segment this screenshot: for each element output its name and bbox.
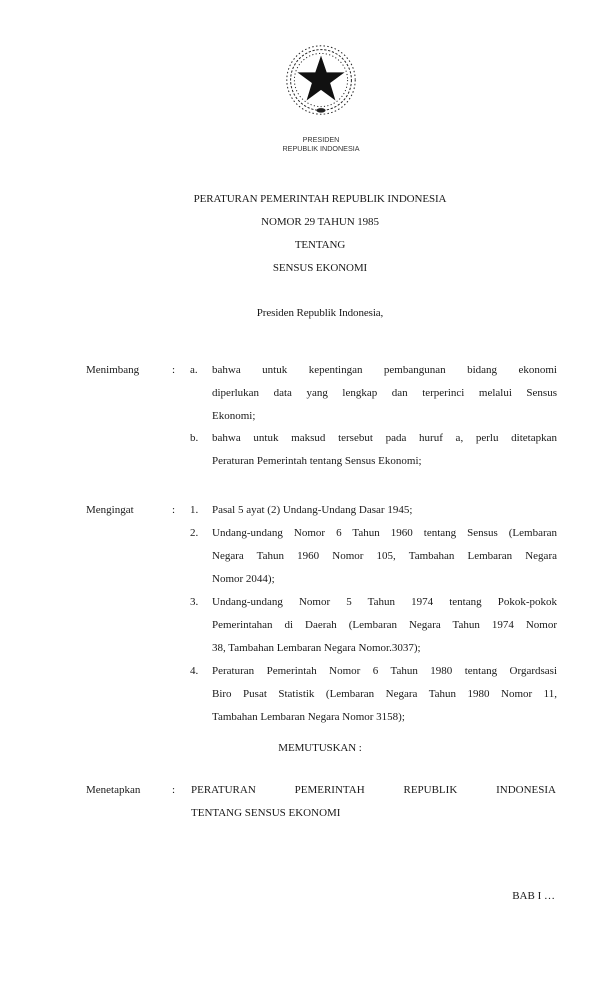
mengingat-item-4 xyxy=(212,660,557,729)
menimbang-colon: : xyxy=(172,364,176,376)
text-line: Pasal 5 ayat (2) Undang-Undang Dasar 1945; xyxy=(212,504,413,516)
text-line: TENTANG SENSUS EKONOMI xyxy=(191,807,341,819)
menimbang-item-a xyxy=(212,359,557,428)
text-line: Tambahan Lembaran Negara Nomor 3158); xyxy=(212,711,405,723)
document-about: TENTANG xyxy=(294,239,346,251)
mengingat-marker-4: 4. xyxy=(190,665,199,677)
memutuskan-heading: MEMUTUSKAN : xyxy=(278,742,362,754)
next-page-reference: BAB I … xyxy=(512,890,555,902)
menimbang-marker-a: a. xyxy=(190,364,198,376)
menimbang-item-b xyxy=(212,427,557,473)
text-line: diperlukan data yang lengkap dan terperinci melalui Sensus xyxy=(212,387,557,399)
mengingat-item-2 xyxy=(212,522,557,591)
opening-line: Presiden Republik Indonesia, xyxy=(256,307,384,319)
mengingat-marker-2: 2. xyxy=(190,527,199,539)
menetapkan-colon: : xyxy=(172,784,176,796)
text-line: Negara Tahun 1960 Nomor 105, Tambahan Lembaran Negara xyxy=(212,550,557,562)
mengingat-label: Mengingat xyxy=(86,504,134,516)
text-line: bahwa untuk maksud tersebut pada huruf a, perlu ditetapkan xyxy=(212,432,557,444)
mengingat-item-3 xyxy=(212,591,557,660)
text-line: Undang-undang Nomor 5 Tahun 1974 tentang Pokok-pokok xyxy=(212,596,557,608)
mengingat-marker-1: 1. xyxy=(190,504,199,516)
document-number: NOMOR 29 TAHUN 1985 xyxy=(261,216,379,228)
emblem-caption-president: PRESIDEN xyxy=(302,135,340,144)
text-line: Peraturan Pemerintah tentang Sensus Ekonomi; xyxy=(212,455,422,467)
menetapkan-label: Menetapkan xyxy=(86,784,141,796)
menimbang-marker-b: b. xyxy=(190,432,199,444)
garuda-star-wreath-emblem-icon xyxy=(283,42,359,118)
text-line: Nomor 2044); xyxy=(212,573,275,585)
text-line: 38, Tambahan Lembaran Negara Nomor.3037); xyxy=(212,642,421,654)
menimbang-label: Menimbang xyxy=(86,364,140,376)
document-subject: SENSUS EKONOMI xyxy=(272,262,368,274)
menetapkan-text xyxy=(191,779,556,825)
emblem-caption-republic: REPUBLIK INDONESIA xyxy=(282,144,360,153)
text-line: Peraturan Pemerintah Nomor 6 Tahun 1980 tentang Orgardsasi xyxy=(212,665,557,677)
text-line: Ekonomi; xyxy=(212,410,256,422)
mengingat-colon: : xyxy=(172,504,176,516)
mengingat-marker-3: 3. xyxy=(190,596,199,608)
document-title: PERATURAN PEMERINTAH REPUBLIK INDONESIA xyxy=(193,193,447,205)
text-line: Pemerintahan di Daerah (Lembaran Negara Tahun 1974 Nomor xyxy=(212,619,557,631)
text-line: Biro Pusat Statistik (Lembaran Negara Tahun 1980 Nomor 11, xyxy=(212,688,557,700)
text-line: Undang-undang Nomor 6 Tahun 1960 tentang Sensus (Lembaran xyxy=(212,527,557,539)
text-line: bahwa untuk kepentingan pembangunan bidang ekonomi xyxy=(212,364,557,376)
mengingat-item-1 xyxy=(212,499,557,522)
text-line: PERATURAN PEMERINTAH REPUBLIK INDONESIA xyxy=(191,784,556,796)
